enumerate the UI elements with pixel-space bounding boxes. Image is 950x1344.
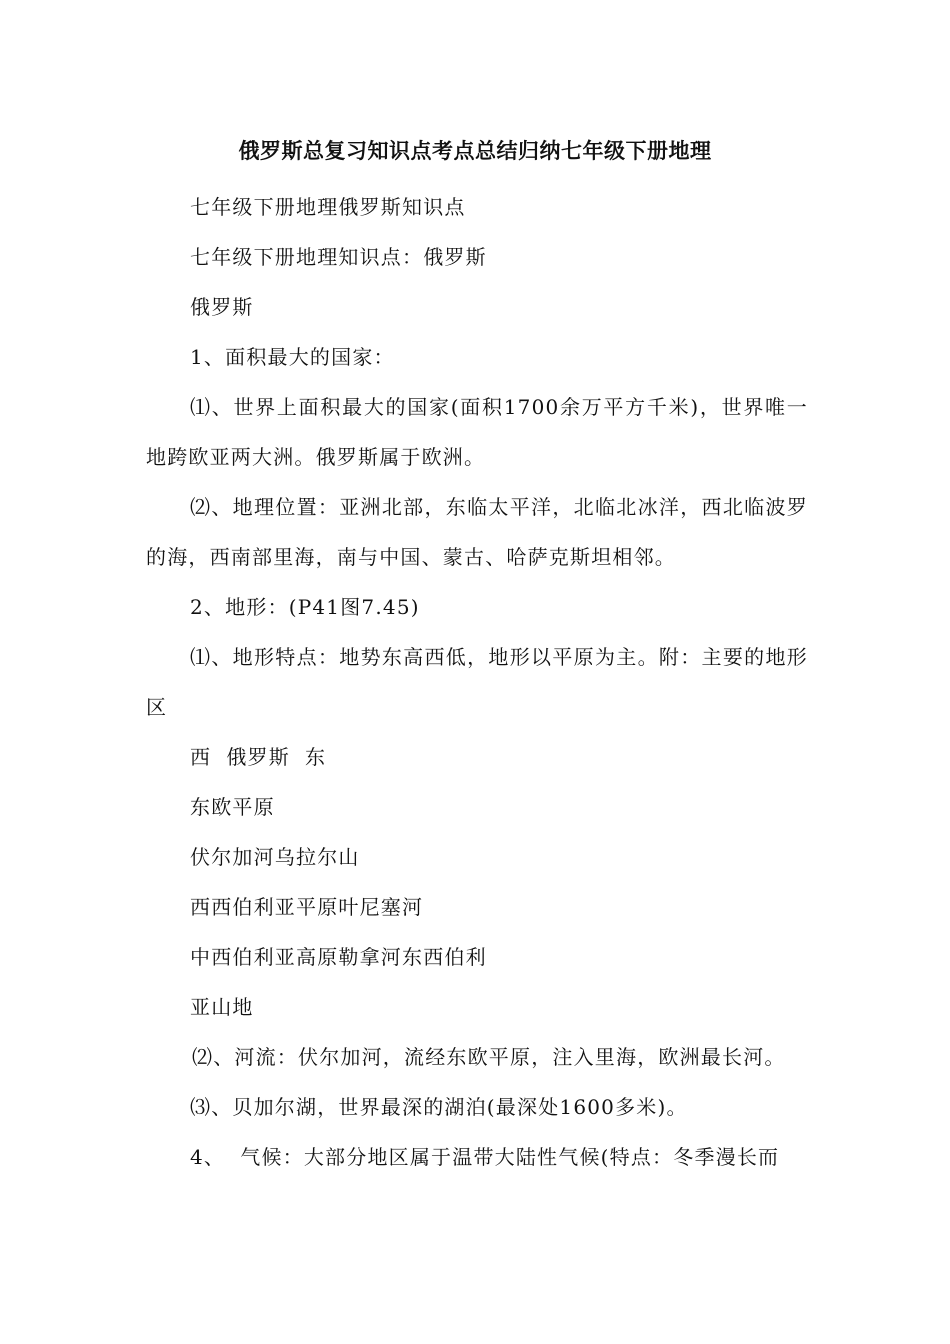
terrain-east-siberian-cont: 亚山地 [190, 995, 254, 1019]
document-body [146, 182, 808, 1182]
paragraph-heading-russia: 俄罗斯 [190, 295, 254, 319]
section-heading-climate: 4、 气候：大部分地区属于温带大陆性气候(特点：冬季漫长而 [190, 1145, 780, 1169]
terrain-direction-line: 西 俄罗斯 东 [190, 745, 327, 769]
paragraph-location: ⑵、地理位置：亚洲北部，东临太平洋，北临北冰洋，西北临波罗的海，西南部里海，南与中国、蒙古、哈萨克斯坦相邻。 [146, 495, 808, 569]
terrain-east-european-plain: 东欧平原 [190, 795, 275, 819]
paragraph-subtitle: 七年级下册地理俄罗斯知识点 [190, 195, 466, 219]
paragraph-topic: 七年级下册地理知识点：俄罗斯 [190, 245, 487, 269]
paragraph-baikal: ⑶、贝加尔湖，世界最深的湖泊(最深处1600多米)。 [190, 1095, 688, 1119]
paragraph-area: ⑴、世界上面积最大的国家(面积1700余万平方千米)，世界唯一地跨欧亚两大洲。俄罗斯属于欧洲。 [146, 395, 808, 469]
section-heading-area: 1、面积最大的国家： [190, 345, 395, 369]
paragraph-terrain-features: ⑴、地形特点：地势东高西低，地形以平原为主。附：主要的地形区 [146, 645, 808, 719]
terrain-volga-ural: 伏尔加河乌拉尔山 [190, 845, 360, 869]
terrain-west-siberian: 西西伯利亚平原叶尼塞河 [190, 895, 424, 919]
paragraph-river: ⑵、河流：伏尔加河，流经东欧平原，注入里海，欧洲最长河。 [192, 1045, 786, 1069]
document-title: 俄罗斯总复习知识点考点总结归纳七年级下册地理 [238, 139, 712, 163]
terrain-central-siberian: 中西伯利亚高原勒拿河东西伯利 [190, 945, 487, 969]
section-heading-terrain: 2、地形：(P41图7.45) [190, 595, 420, 619]
